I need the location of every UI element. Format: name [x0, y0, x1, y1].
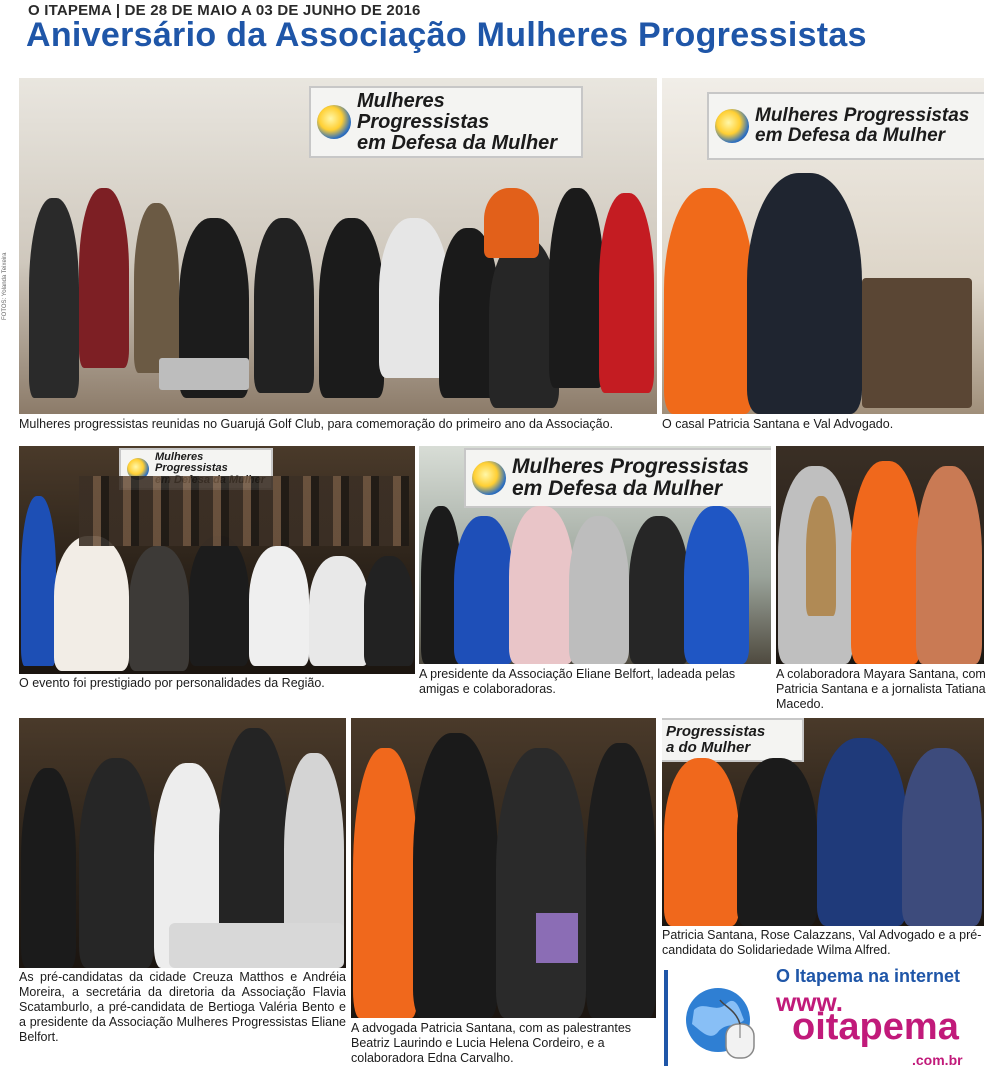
banner5-line-2: a do Mulher	[666, 739, 751, 756]
photo-credit: FOTOS: Yolanda Teixeira	[2, 252, 8, 320]
photo-collaborator	[776, 446, 984, 664]
caption-president: A presidente da Associação Eliane Belfort, ladeada pelas amigas e colaboradoras.	[419, 667, 736, 696]
caption-pre-candidates: As pré-candidatas da cidade Creuza Matthos e Andréia Moreira, a secretária da diretoria da Associação Flavia Scatamburlo, a pré-candidata de Bertioga Valéria Bento e a presidente da Associação Mulheres Progressistas Eliane Belfort.	[19, 970, 346, 1044]
laptop-on-table	[159, 358, 249, 390]
event-banner	[309, 86, 583, 158]
caption-personalities: O evento foi prestigiado por personalidades da Região.	[19, 676, 325, 690]
caption-collaborator: A colaboradora Mayara Santana, com Patricia Santana e a jornalista Tatiana Macedo.	[776, 667, 986, 711]
promo-tld[interactable]: .com.br	[912, 1052, 963, 1068]
caption-group: Mulheres progressistas reunidas no Guarujá Golf Club, para comemoração do primeiro ano da Associação.	[19, 417, 614, 431]
page-headline: Aniversário da Associação Mulheres Progressistas	[26, 16, 867, 54]
table-with-cups	[169, 923, 344, 968]
event-banner-5	[662, 718, 804, 762]
caption-lawyer: A advogada Patricia Santana, com as palestrantes Beatriz Laurindo e Lucia Helena Cordeiro, e a colaboradora Edna Carvalho.	[351, 1021, 632, 1065]
caption-couple: O casal Patricia Santana e Val Advogado.	[662, 417, 894, 431]
banner4-line-2: em Defesa da Mulher	[512, 477, 723, 500]
banner-line-2: em Defesa da Mulher	[357, 131, 558, 154]
event-banner-2	[707, 92, 984, 160]
globe-mouse-icon	[680, 980, 762, 1062]
dateline: O ITAPEMA | DE 28 DE MAIO A 03 DE JUNHO DE 2016	[28, 2, 421, 19]
association-logo-2	[715, 109, 749, 143]
promo-divider	[664, 970, 668, 1066]
banner-line-1: Mulheres Progressistas	[357, 89, 490, 133]
photo-lawyer	[351, 718, 656, 1018]
photo-couple	[662, 78, 984, 414]
photo-four-people	[662, 718, 984, 926]
photo-personalities	[19, 446, 415, 674]
banner3-line-1: Mulheres Progressistas	[155, 450, 228, 475]
banner5-line-1: Progressistas	[666, 723, 766, 741]
photo-group-golf-club	[19, 78, 657, 414]
banner2-line-2: em Defesa da Mulher	[755, 125, 946, 146]
banner4-line-1: Mulheres Progressistas	[512, 454, 749, 478]
promo-domain[interactable]: oitapema	[792, 1006, 959, 1048]
promo-www[interactable]: www.	[776, 987, 843, 1017]
photo-pre-candidates	[19, 718, 346, 968]
event-banner-4	[464, 448, 771, 508]
photo-president	[419, 446, 771, 664]
association-logo-4	[472, 461, 506, 495]
banner2-line-1: Mulheres Progressistas	[755, 105, 970, 127]
caption-four-people: Patricia Santana, Rose Calazzans, Val Advogado e a pré-candidata do Solidariedade Wilma Alfred.	[662, 928, 982, 957]
association-logo	[317, 105, 351, 139]
promo-title: O Itapema na internet	[776, 966, 961, 986]
